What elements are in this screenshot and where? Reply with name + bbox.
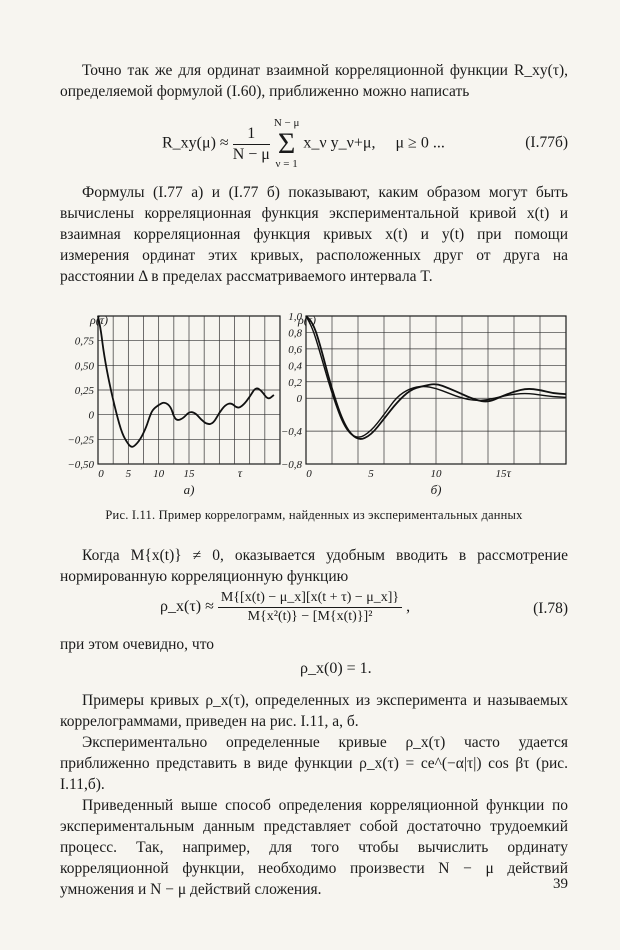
- x-tick-label: 15: [183, 468, 195, 480]
- paragraph-obvious: при этом очевидно, что: [60, 636, 215, 653]
- paragraph-intro: Точно так же для ординат взаимной корреляционной функции R_xy(τ), определяемой формулой (I.60), приближенно можно написать: [60, 62, 568, 100]
- panel-label: б): [430, 482, 442, 497]
- x-axis-label: τ: [506, 466, 511, 480]
- formula-lhs: R_xy(μ) ≈: [162, 134, 229, 152]
- x-tick-label: 10: [430, 468, 442, 480]
- page-number: 39: [553, 876, 568, 892]
- paragraph-formulas: Формулы (I.77 а) и (I.77 б) показывают, каким образом могут быть вычислены корреляционная функция экспериментальной кривой x(t) и взаимная корреляционная функция кривых x(t) и y(t) при помощи измерения ординат этих кривых, расположенных друг от друга на расстоянии Δ в пределах рассматриваемого интервала T.: [60, 184, 568, 285]
- paragraph-examples: Примеры кривых ρ_x(τ), определенных из эксперимента и называемых коррелограммами, приведен на рис. I.11, а, б.: [60, 692, 568, 730]
- y-tick-label: −0,4: [280, 426, 302, 439]
- y-tick-label: 1,0: [288, 311, 302, 323]
- y-tick-label: 0,75: [74, 335, 94, 348]
- formula-177b: [162, 118, 445, 170]
- y-axis-label: ρ(τ): [298, 313, 317, 327]
- equation-number-177b: (I.77б): [525, 134, 568, 151]
- x-tick-label: 15: [495, 468, 507, 480]
- y-tick-label: −0,8: [280, 459, 302, 471]
- figure-correlograms: [30, 308, 590, 504]
- x-tick-label: 5: [368, 468, 374, 480]
- formula-condition: μ ≥ 0 ...: [395, 134, 445, 152]
- y-axis-label: ρ(τ): [90, 313, 109, 327]
- x-tick-label: 10: [153, 468, 165, 480]
- y-tick-label: 0,50: [74, 360, 94, 373]
- equation-number-178: (I.78): [533, 600, 568, 617]
- x-tick-label: 5: [125, 468, 132, 480]
- formula2-fraction: $\frac{M\{[x(t) - \mu\_x][x(t + \tau) - \mu\_x]\}}{\text{M\{x²(t)\} − [M\{x(t)\}]²}}$: [218, 590, 402, 625]
- series-line: [98, 316, 274, 447]
- y-tick-label: 0,2: [288, 376, 302, 389]
- chart-panel-a: [67, 313, 280, 497]
- sum-symbol: N − μ Σ ν = 1: [273, 117, 300, 170]
- y-tick-label: −0,25: [67, 434, 94, 447]
- formula-summand: x_ν y_ν+μ,: [303, 134, 376, 152]
- y-tick-label: 0: [88, 409, 94, 422]
- x-tick-label: 0: [98, 468, 104, 480]
- x-axis-label: τ: [237, 466, 243, 480]
- y-tick-label: 0,6: [288, 343, 302, 356]
- y-tick-label: 0,8: [288, 327, 302, 340]
- y-tick-label: 0,4: [288, 360, 302, 373]
- formula-fraction: $\frac{1}{N - \mu}$: [232, 124, 270, 163]
- y-tick-label: 0: [296, 393, 302, 406]
- formula2-lhs: ρ_x(τ) ≈: [160, 598, 214, 616]
- formula-rho0: ρ_x(0) = 1.: [300, 660, 372, 677]
- figure-caption: Рис. I.11. Пример коррелограмм, найденных из экспериментальных данных: [105, 508, 523, 522]
- y-tick-label: 0,25: [74, 385, 94, 397]
- paragraph-laborious: Приведенный выше способ определения корреляционной функции по экспериментальным данным представляет собой достаточно трудоемкий процесс. Так, например, для того чтобы вычислить ординату корреляционной функции, необходимо произвести N − μ действий умножения и N − μ действий сложения.: [60, 797, 568, 898]
- x-tick-label: 0: [306, 468, 312, 480]
- chart-panel-b: [281, 311, 566, 497]
- panel-label: а): [183, 482, 195, 497]
- formula-178: ρ_x(τ) ≈ $\frac{M\{[x(t) - \mu\_x][x(t + \tau) - \mu\_x]\}}{\text{M\{x²(t)\} − [M\{x(t)\}]²}}$ ,: [160, 590, 411, 624]
- paragraph-normalized: Когда M{x(t)} ≠ 0, оказывается удобным вводить в рассмотрение нормированную корреляционную функцию: [60, 547, 568, 585]
- y-tick-label: −0,50: [67, 459, 94, 471]
- paragraph-approximation: Экспериментально определенные кривые ρ_x(τ) часто удается приближенно представить в виде функции ρ_x(τ) = ce^(−α|τ|) cos βτ (рис. I.11,б).: [60, 734, 568, 793]
